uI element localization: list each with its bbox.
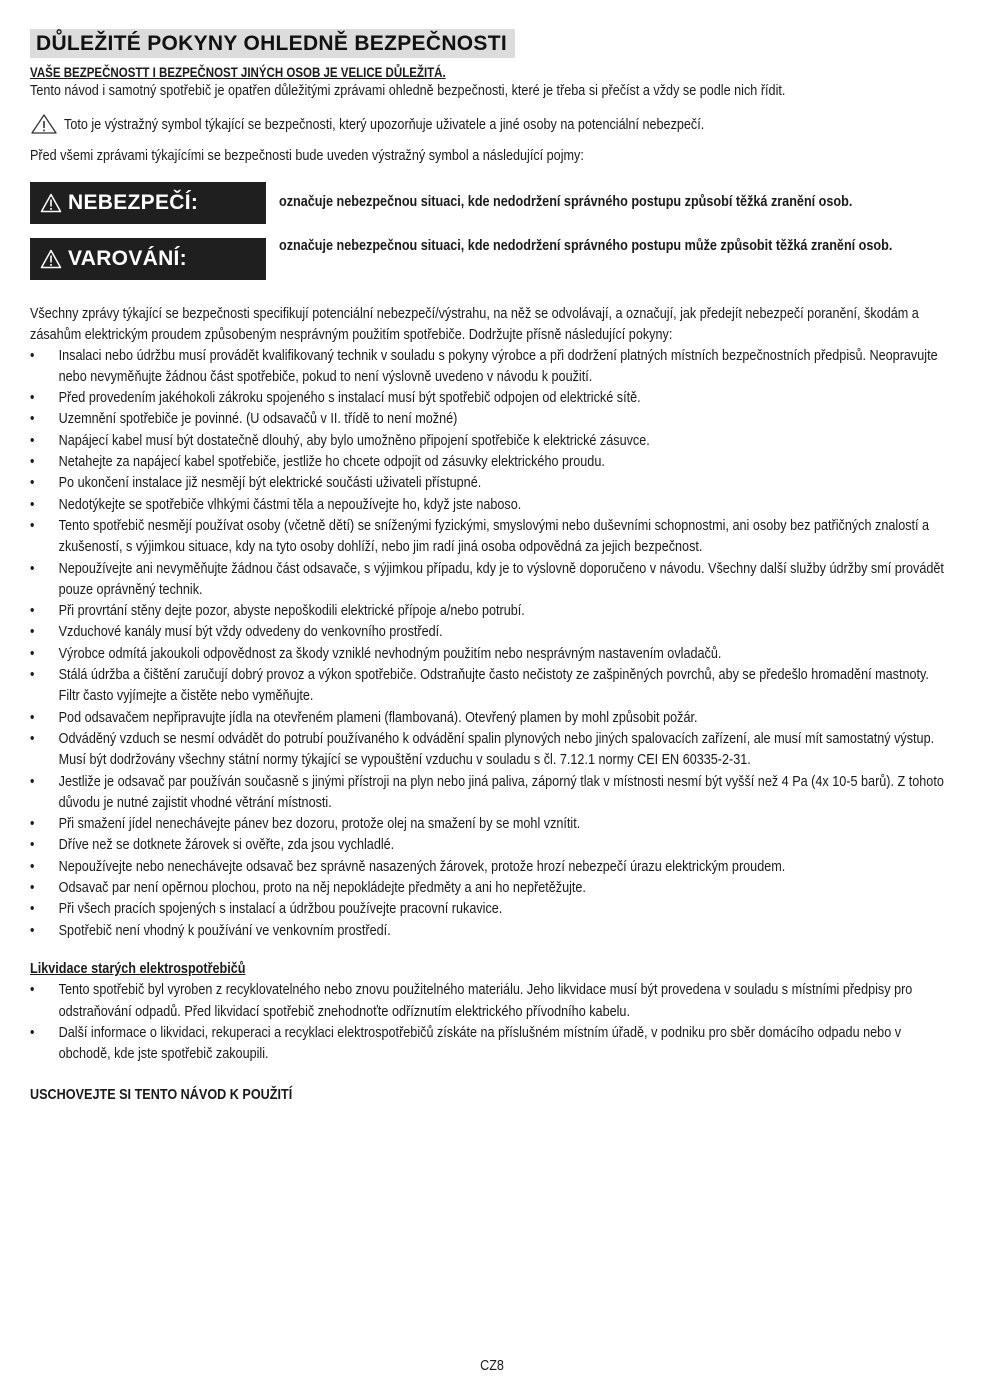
page-subtitle: VAŠE BEZPEČNOSTT I BEZPEČNOST JINÝCH OSOB JE VELICE DŮLEŽITÁ. bbox=[30, 65, 446, 80]
warning-symbol-text: Toto je výstražný symbol týkající se bezpečnosti, který upozorňuje uživatele a jiné osoby na potenciální nebezpečí. bbox=[64, 115, 705, 133]
bullet-marker: • bbox=[30, 900, 35, 918]
bullet-marker: • bbox=[30, 815, 35, 833]
danger-label bbox=[30, 182, 266, 224]
instruction-text: Při smažení jídel nenechávejte pánev bez dozoru, protože olej na smažení by se mohl vznítit. bbox=[58, 815, 581, 833]
instruction-text: Insalaci nebo údržbu musí provádět kvalifikovaný technik v souladu s pokyny výrobce a při dodržení platných místních bezpečnostních předpisů. Neopravujte nebo nevyměňujte žádnou část spotřebiče, pokud to není výslovně uvedeno v návodu k použití. bbox=[58, 346, 938, 385]
disposal-item bbox=[30, 979, 950, 1022]
instruction-text: Dříve než se dotknete žárovek si ověřte, zda jsou vychladlé. bbox=[58, 836, 395, 854]
bullet-marker: • bbox=[30, 921, 35, 939]
instruction-item bbox=[30, 898, 950, 919]
warning-triangle-icon bbox=[40, 193, 62, 213]
instruction-text: Odváděný vzduch se nesmí odvádět do potrubí používaného k odvádění spalin plynových nebo jiných spalovacích zařízení, ale musí mít samostatný výstup. Musí být dodržovány všechny státní normy týkající se vypouštění vzduchu v souladu s čl. 7.12.1 normy CEI EN 60335-2-31. bbox=[58, 729, 935, 769]
instruction-item bbox=[30, 387, 950, 408]
page-title: DŮLEŽITÉ POKYNY OHLEDNĚ BEZPEČNOSTI bbox=[30, 29, 515, 58]
bullet-marker: • bbox=[30, 879, 35, 897]
instruction-text: Tento spotřebič nesmějí používat osoby (včetně dětí) se sníženými fyzickými, smyslovými nebo duševními schopnostmi, ani osoby bez patřičných znalostí a zkušeností, s výjimkou situace, kdy na tyto osoby dohlíží, nebo jim radí jiná osoba odpovědná za jejich bezpečnost. bbox=[58, 516, 930, 556]
instruction-text: Nedotýkejte se spotřebiče vlhkými částmi těla a nepoužívejte ho, když jste naboso. bbox=[58, 495, 522, 513]
instruction-item bbox=[30, 771, 950, 814]
disposal-item bbox=[30, 1022, 950, 1065]
bullet-marker: • bbox=[30, 474, 35, 492]
page-number: CZ8 bbox=[480, 1357, 504, 1374]
instruction-item bbox=[30, 494, 950, 515]
instruction-text: Pod odsavačem nepřipravujte jídla na otevřeném plameni (flambovaná). Otevřený plamen by mohl způsobit požár. bbox=[58, 708, 698, 726]
bullet-marker: • bbox=[30, 857, 35, 875]
instruction-text: Uzemnění spotřebiče je povinné. (U odsavačů v II. třídě to není možné) bbox=[58, 410, 458, 428]
instruction-item bbox=[30, 707, 950, 728]
bullet-marker: • bbox=[30, 389, 35, 407]
bullet-marker: • bbox=[30, 623, 35, 641]
instruction-item bbox=[30, 834, 950, 855]
instruction-item bbox=[30, 408, 950, 429]
bullet-marker: • bbox=[30, 1023, 35, 1041]
instruction-text: Po ukončení instalace již nesmějí být elektrické součásti uživateli přístupné. bbox=[58, 474, 482, 492]
warning-label bbox=[30, 238, 266, 280]
disposal-section bbox=[30, 958, 950, 1064]
instruction-item bbox=[30, 920, 950, 941]
instruction-text: Netahejte za napájecí kabel spotřebiče, jestliže ho chcete odpojit od zásuvky elektrického proudu. bbox=[58, 453, 605, 471]
intro-paragraph: Tento návod i samotný spotřebič je opatřen důležitými zprávami ohledně bezpečnosti, které je třeba si přečíst a vždy se podle nich řídit. bbox=[30, 82, 786, 99]
instruction-item bbox=[30, 451, 950, 472]
bullet-marker: • bbox=[30, 644, 35, 662]
instruction-item bbox=[30, 643, 950, 664]
instruction-text: Nepoužívejte nebo nenechávejte odsavač bez správně nasazených žárovek, protože hrozí nebezpečí úrazu elektrickým proudem. bbox=[58, 857, 786, 875]
warning-description: označuje nebezpečnou situaci, kde nedodržení správného postupu může způsobit těžká zranění osob. bbox=[279, 236, 893, 254]
bullet-marker: • bbox=[30, 516, 35, 534]
instruction-text: Při provrtání stěny dejte pozor, abyste nepoškodili elektrické přípoje a/nebo potrubí. bbox=[58, 602, 525, 620]
bullet-marker: • bbox=[30, 431, 35, 449]
bullet-marker: • bbox=[30, 602, 35, 620]
warning-row bbox=[30, 233, 950, 289]
bullet-marker: • bbox=[30, 410, 35, 428]
closing-note: USCHOVEJTE SI TENTO NÁVOD K POUŽITÍ bbox=[30, 1086, 293, 1104]
danger-description: označuje nebezpečnou situaci, kde nedodržení správného postupu způsobí těžká zranění osob. bbox=[279, 192, 853, 210]
instruction-item bbox=[30, 813, 950, 834]
bullet-marker: • bbox=[30, 346, 35, 364]
instruction-text: Při všech pracích spojených s instalací a údržbou používejte pracovní rukavice. bbox=[58, 900, 503, 918]
bullet-marker: • bbox=[30, 495, 35, 513]
instruction-item bbox=[30, 472, 950, 493]
instruction-item bbox=[30, 558, 950, 601]
instruction-item bbox=[30, 856, 950, 877]
instructions-list-wrap bbox=[30, 345, 950, 941]
instruction-item bbox=[30, 345, 950, 388]
disposal-text: Další informace o likvidaci, rekuperaci a recyklaci elektrospotřebičů získáte na příslušném místním úřadě, v podniku pro sběr domácího odpadu nebo v obchodě, kde jste spotřebič zakoupili. bbox=[58, 1023, 902, 1063]
instruction-item bbox=[30, 877, 950, 898]
instruction-text: Výrobce odmítá jakoukoli odpovědnost za škody vzniklé nevhodným použitím nebo nesprávným nastavením ovladačů. bbox=[58, 644, 722, 662]
bullet-marker: • bbox=[30, 981, 35, 999]
terms-intro: Před všemi zprávami týkajícími se bezpečnosti bude uveden výstražný symbol a následující pojmy: bbox=[30, 147, 584, 165]
disposal-heading: Likvidace starých elektrospotřebičů bbox=[30, 959, 246, 977]
instruction-text: Před provedením jakéhokoli zákroku spojeného s instalací musí být spotřebič odpojen od elektrické sítě. bbox=[58, 389, 641, 407]
bullet-marker: • bbox=[30, 666, 35, 684]
instruction-text: Jestliže je odsavač par používán současně s jinými přístroji na plyn nebo jiná paliva, záporný tlak v místnosti nesmí být vyšší než 4 Pa (4x 10-5 barů). Z tohoto důvodu je nutné zajistit vhodné větrání místnosti. bbox=[58, 772, 944, 811]
warning-symbol-line bbox=[30, 113, 950, 135]
instruction-item bbox=[30, 515, 950, 558]
page-content bbox=[30, 29, 950, 1106]
instruction-item bbox=[30, 600, 950, 621]
warning-triangle-icon bbox=[40, 249, 62, 269]
disposal-text: Tento spotřebič byl vyroben z recyklovatelného nebo znovu použitelného materiálu. Jeho likvidace musí být provedena v souladu s místními předpisy pro odstraňování odpadů. Před likvidací spotřebič znehodnoťte odříznutím elektrického přívodního kabelu. bbox=[58, 981, 913, 1020]
instruction-item bbox=[30, 664, 950, 707]
instruction-text: Stálá údržba a čištění zaručují dobrý provoz a výkon spotřebiče. Odstraňujte často nečistoty ze zašpiněných povrchů, aby se předešlo hromadění mastnoty. Filtr často vyjímejte a čistěte nebo vyměňujte. bbox=[58, 666, 929, 705]
disposal-list bbox=[30, 979, 950, 1064]
instruction-text: Nepoužívejte ani nevyměňujte žádnou část odsavače, s výjimkou případu, kdy je to výslovně doporučeno v návodu. Všechny další služby údržby smí provádět pouze oprávněný technik. bbox=[58, 559, 944, 598]
instruction-item bbox=[30, 621, 950, 642]
bullet-marker: • bbox=[30, 559, 35, 577]
warning-triangle-icon bbox=[30, 113, 58, 135]
warning-term: VAROVÁNÍ: bbox=[68, 246, 187, 270]
instruction-item bbox=[30, 430, 950, 451]
instruction-text: Odsavač par není opěrnou plochou, proto na něj nepokládejte předměty a ani ho nepřetěžujte. bbox=[58, 879, 586, 897]
bullet-marker: • bbox=[30, 453, 35, 471]
instruction-text: Napájecí kabel musí být dostatečně dlouhý, aby bylo umožněno připojení spotřebiče k elektrické zásuvce. bbox=[58, 431, 650, 449]
instruction-text: Vzduchové kanály musí být vždy odvedeny do venkovního prostředí. bbox=[58, 623, 443, 641]
instruction-text: Spotřebič není vhodný k používání ve venkovním prostředí. bbox=[58, 921, 391, 939]
instruction-item bbox=[30, 728, 950, 771]
signal-words bbox=[30, 181, 950, 289]
bullet-marker: • bbox=[30, 772, 35, 790]
instructions-list bbox=[30, 345, 950, 941]
bullet-marker: • bbox=[30, 836, 35, 854]
general-paragraph: Všechny zprávy týkající se bezpečnosti specifikují potenciální nebezpečí/výstrahu, na něž se odvolávají, a označují, jak předejít nebezpečí poranění, škodám a zásahům elektrickým proudem způsobeným nesprávným použitím spotřebiče. Dodržujte přísně následující pokyny: bbox=[30, 304, 919, 343]
danger-row bbox=[30, 181, 950, 233]
danger-term: NEBEZPEČÍ: bbox=[68, 190, 199, 214]
bullet-marker: • bbox=[30, 729, 35, 747]
bullet-marker: • bbox=[30, 708, 35, 726]
